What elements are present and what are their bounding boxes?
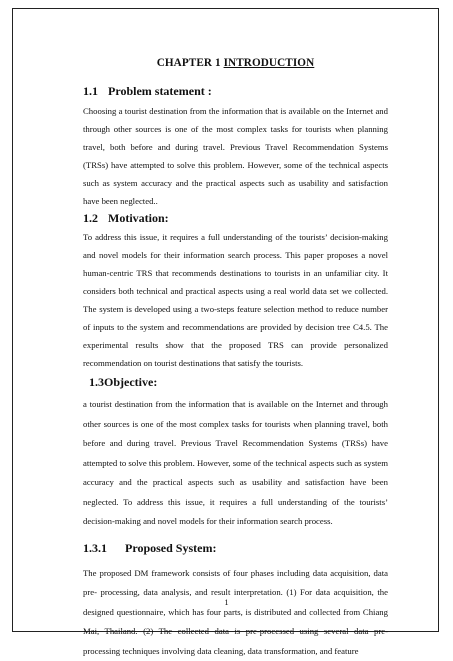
section-objective [83, 374, 388, 532]
section-number: 1.1 [83, 83, 105, 99]
chapter-title: INTRODUCTION [224, 57, 315, 69]
section-paragraph: Choosing a tourist destination from the information that is available on the Internet and through other sources is one of the most complex tasks for tourists when planning travel, both before and during travel. Previous Travel Recommendation Systems (TRSs) have attempted to solve this problem. However, some of the technical aspects such as system accuracy and the practical aspects such as usability and satisfaction have been neglected.. [83, 102, 388, 210]
section-heading [83, 210, 388, 226]
section-problem-statement [83, 83, 388, 210]
section-title: Proposed System: [125, 541, 216, 555]
chapter-heading [83, 57, 388, 69]
section-heading [89, 374, 388, 390]
section-paragraph: a tourist destination from the information that is available on the Internet and through other sources is one of the most complex tasks for tourists when planning travel, both before and during travel. Previous Travel Recommendation Systems (TRSs) have attempted to solve this problem. However, some of the technical aspects such as system accuracy and the practical aspects such as usability and satisfaction have been neglected. To address this issue, it requires a full understanding of the tourists’ decision-making and novel models for their information search process. [83, 395, 388, 532]
section-heading [83, 83, 388, 99]
section-number: 1.3 [89, 375, 104, 389]
page-number: 1 [0, 597, 453, 607]
section-paragraph: To address this issue, it requires a full understanding of the tourists’ decision-making and novel models for their information search process. This paper proposes a novel human-centric TRS that recommends destinations to tourists in an unfamiliar city. It considers both technical and practical aspects using a real world data set we collected. The system is developed using a two-steps feature selection method to reduce number of inputs to the system and recommendations are provided by decision tree C4.5. The experimental results show that the proposed TRS can provide personalized recommendation on tourist destinations that satisfy the tourists. [83, 228, 388, 372]
section-motivation [83, 210, 388, 372]
section-title: Problem statement : [108, 84, 212, 98]
document-body [83, 57, 388, 661]
section-paragraph: The proposed DM framework consists of four phases including data acquisition, data pre- processing, data analysis, and result interpretation. (1) For data acquisition, the designed questionnaire, which has four parts, is distributed and collected from Chiang Mai, Thailand. (2) The collected data is pre-processed using several data pre-processing techniques involving data cleaning, data transformation, and feature [83, 564, 388, 661]
section-number: 1.3.1 [83, 540, 125, 556]
section-number: 1.2 [83, 210, 105, 226]
section-title: Motivation: [108, 211, 169, 225]
chapter-prefix: CHAPTER 1 [157, 57, 224, 69]
section-heading [83, 540, 388, 556]
section-title: Objective: [104, 375, 157, 389]
